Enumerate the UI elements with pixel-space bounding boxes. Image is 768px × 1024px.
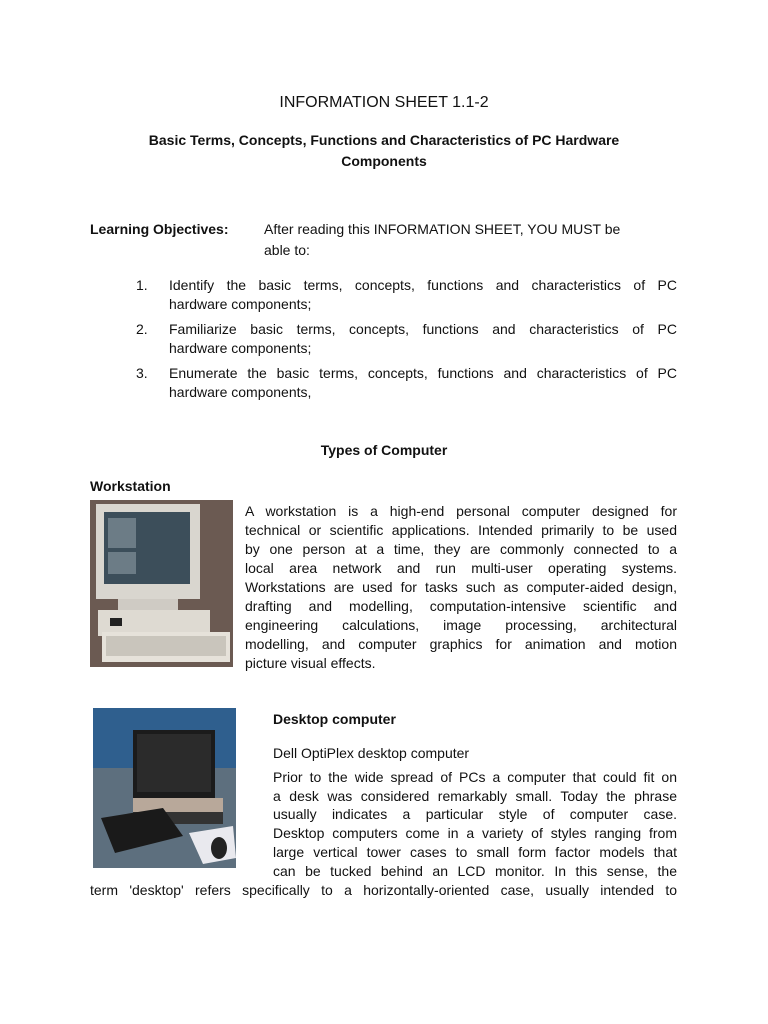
paragraph-line: by one person at a time, they are commonly connected to a — [245, 541, 677, 557]
paragraph-line: engineering calculations, image processing, architectural — [245, 617, 677, 633]
section-title: Types of Computer — [320, 442, 448, 458]
list-item-number: 3. — [136, 365, 148, 381]
subtitle-line-2: Components — [341, 153, 427, 169]
desktop-image — [93, 708, 236, 868]
list-item-number: 1. — [136, 277, 148, 293]
workstation-heading: Workstation — [90, 478, 171, 494]
list-item-text: Familiarize basic terms, concepts, functions and characteristics of PC — [169, 321, 677, 337]
paragraph-line: Prior to the wide spread of PCs a computer that could fit on — [273, 769, 677, 785]
list-item-text: hardware components, — [169, 384, 312, 400]
subtitle-line-1: Basic Terms, Concepts, Functions and Characteristics of PC Hardware — [148, 132, 620, 148]
paragraph-line: usually indicates a particular style of computer case. — [273, 806, 677, 822]
objectives-label: Learning Objectives: — [90, 221, 229, 237]
paragraph-line: Workstations are used for tasks such as computer-aided design, — [245, 579, 677, 595]
paragraph-line: technical or scientific applications. Intended primarily to be used — [245, 522, 677, 538]
paragraph-line: can be tucked behind an LCD monitor. In this sense, the — [273, 863, 677, 879]
desktop-caption: Dell OptiPlex desktop computer — [273, 745, 470, 761]
paragraph-line: A workstation is a high-end personal computer designed for — [245, 503, 677, 519]
paragraph-line: term 'desktop' refers specifically to a horizontally-oriented case, usually intended to — [90, 882, 677, 898]
paragraph-line: large vertical tower cases to small form factor models that — [273, 844, 677, 860]
paragraph-line: local area network and run multi-user operating systems. — [245, 560, 677, 576]
objectives-intro-2: able to: — [264, 242, 310, 258]
paragraph-line: picture visual effects. — [245, 655, 376, 671]
list-item-text: Identify the basic terms, concepts, functions and characteristics of PC — [169, 277, 677, 293]
desktop-heading: Desktop computer — [273, 711, 396, 727]
paragraph-line: a desk was considered remarkably small. Today the phrase — [273, 788, 677, 804]
page-title: INFORMATION SHEET 1.1-2 — [279, 94, 489, 111]
paragraph-line: modelling, and computer graphics for animation and motion — [245, 636, 677, 652]
list-item-text: hardware components; — [169, 340, 312, 356]
paragraph-line: drafting and modelling, computation-intensive scientific and — [245, 598, 677, 614]
paragraph-line: Desktop computers come in a variety of styles ranging from — [273, 825, 677, 841]
workstation-image — [90, 500, 233, 667]
objectives-intro-1: After reading this INFORMATION SHEET, YOU MUST be — [264, 221, 621, 237]
list-item-text: hardware components; — [169, 296, 312, 312]
list-item-number: 2. — [136, 321, 148, 337]
list-item-text: Enumerate the basic terms, concepts, functions and characteristics of PC — [169, 365, 677, 381]
